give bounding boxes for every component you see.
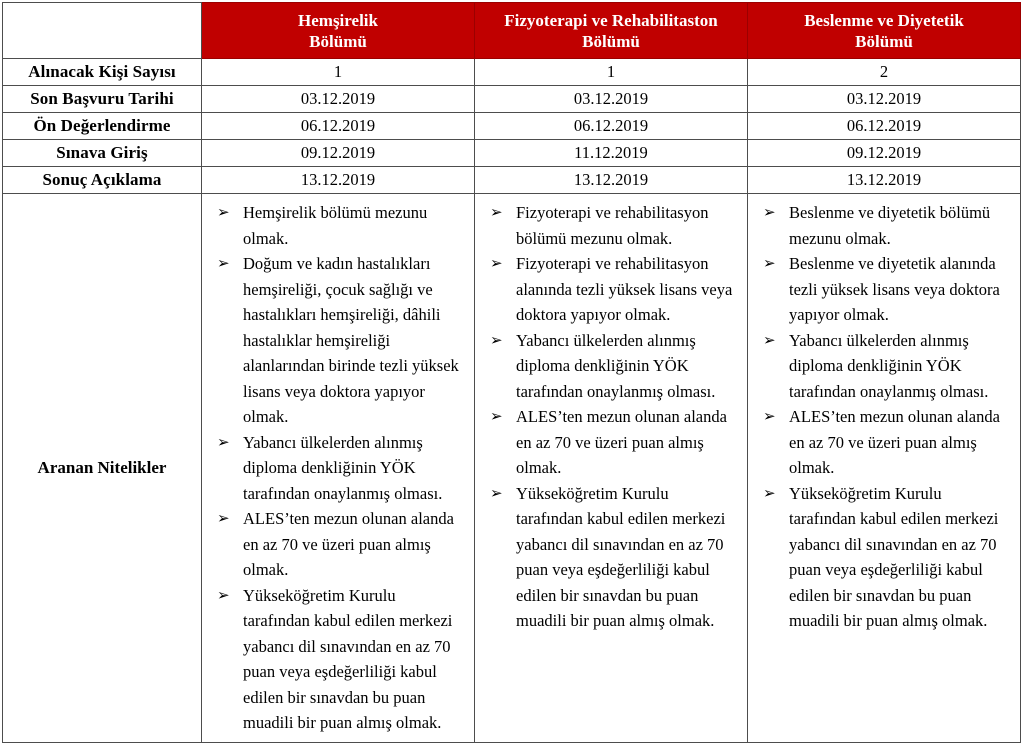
list-item <box>756 200 1012 251</box>
list-item-text: Doğum ve kadın hastalıkları hemşireliği, çocuk sağlığı ve hastalıkları hemşireliği, dâhili hastalıklar hemşireliği alanlarından birinde tezli yüksek lisans veya doktora yapıyor olmak. <box>243 254 459 426</box>
list-item <box>210 430 466 507</box>
cell-alinacak-kisi-sayisi-beslenme: 2 <box>748 59 1021 86</box>
table-row <box>3 86 1021 113</box>
cell-son-basvuru-tarihi-fizyoterapi: 03.12.2019 <box>475 86 748 113</box>
arrow-bullet-icon: ➢ <box>490 203 503 221</box>
cell-qualifications-hemsirelik <box>202 194 475 743</box>
arrow-bullet-icon: ➢ <box>217 203 230 221</box>
header-department-beslenme-line2: Bölümü <box>855 31 913 51</box>
list-item-text: Beslenme ve diyetetik bölümü mezunu olmak. <box>789 203 991 248</box>
arrow-bullet-icon: ➢ <box>490 254 503 272</box>
list-item <box>756 251 1012 328</box>
cell-sonuc-aciklama-beslenme: 13.12.2019 <box>748 167 1021 194</box>
cell-on-degerlendirme-hemsirelik: 06.12.2019 <box>202 113 475 140</box>
header-department-hemsirelik-line2: Bölümü <box>309 31 367 51</box>
list-item <box>210 506 466 583</box>
cell-son-basvuru-tarihi-hemsirelik: 03.12.2019 <box>202 86 475 113</box>
list-item <box>483 328 739 405</box>
cell-sinava-giris-beslenme: 09.12.2019 <box>748 140 1021 167</box>
cell-sonuc-aciklama-hemsirelik: 13.12.2019 <box>202 167 475 194</box>
cell-sinava-giris-fizyoterapi: 11.12.2019 <box>475 140 748 167</box>
row-label-sonuc-aciklama: Sonuç Açıklama <box>3 167 202 194</box>
arrow-bullet-icon: ➢ <box>763 407 776 425</box>
cell-sinava-giris-hemsirelik: 09.12.2019 <box>202 140 475 167</box>
header-department-fizyoterapi-line2: Bölümü <box>582 31 640 51</box>
row-label-aranan-nitelikler: Aranan Nitelikler <box>3 194 202 743</box>
arrow-bullet-icon: ➢ <box>763 330 776 349</box>
arrow-bullet-icon: ➢ <box>763 483 776 502</box>
qualifications-list-fizyoterapi <box>479 200 741 634</box>
list-item <box>756 481 1012 634</box>
table-row-qualifications <box>3 194 1021 743</box>
list-item-text: ALES’ten mezun olunan alanda en az 70 ve üzeri puan almış olmak. <box>789 407 1000 477</box>
row-label-son-basvuru-tarihi: Son Başvuru Tarihi <box>3 86 202 113</box>
header-department-hemsirelik <box>202 3 475 59</box>
header-department-beslenme <box>748 3 1021 59</box>
recruitment-requirements-table <box>2 2 1021 743</box>
list-item-text: Beslenme ve diyetetik alanında tezli yüksek lisans veya doktora yapıyor olmak. <box>789 254 1000 324</box>
list-item-text: Fizyoterapi ve rehabilitasyon alanında tezli yüksek lisans veya doktora yapıyor olmak. <box>516 254 733 324</box>
header-corner-cell <box>3 3 202 59</box>
table-header <box>3 3 1021 59</box>
row-label-on-degerlendirme: Ön Değerlendirme <box>3 113 202 140</box>
list-item <box>756 404 1012 481</box>
list-item <box>756 328 1012 405</box>
table-header-row <box>3 3 1021 59</box>
arrow-bullet-icon: ➢ <box>217 254 230 272</box>
list-item-text: ALES’ten mezun olunan alanda en az 70 ve üzeri puan almış olmak. <box>516 407 727 477</box>
list-item-text: Yükseköğretim Kurulu tarafından kabul edilen merkezi yabancı dil sınavından en az 70 puan veya eşdeğerliliği kabul edilen bir sınavdan bu puan muadili bir puan almış olmak. <box>243 585 453 732</box>
table-row <box>3 59 1021 86</box>
cell-on-degerlendirme-beslenme: 06.12.2019 <box>748 113 1021 140</box>
header-department-beslenme-line1: Beslenme ve Diyetetik <box>804 10 964 30</box>
list-item-text: Yabancı ülkelerden alınmış diploma denkliğinin YÖK tarafından onaylanmış olması. <box>789 330 989 401</box>
cell-qualifications-beslenme <box>748 194 1021 743</box>
list-item-text: Hemşirelik bölümü mezunu olmak. <box>243 203 428 248</box>
list-item-text: Yabancı ülkelerden alınmış diploma denkliğinin YÖK tarafından onaylanmış olması. <box>516 330 716 401</box>
table-row <box>3 140 1021 167</box>
arrow-bullet-icon: ➢ <box>490 330 503 349</box>
table-row <box>3 167 1021 194</box>
list-item-text: Fizyoterapi ve rehabilitasyon bölümü mezunu olmak. <box>516 203 709 248</box>
arrow-bullet-icon: ➢ <box>217 509 230 527</box>
arrow-bullet-icon: ➢ <box>763 254 776 272</box>
header-department-fizyoterapi-line1: Fizyoterapi ve Rehabilitaston <box>504 10 718 30</box>
arrow-bullet-icon: ➢ <box>490 483 503 502</box>
list-item <box>210 200 466 251</box>
cell-on-degerlendirme-fizyoterapi: 06.12.2019 <box>475 113 748 140</box>
arrow-bullet-icon: ➢ <box>763 203 776 221</box>
cell-qualifications-fizyoterapi <box>475 194 748 743</box>
list-item-text: Yükseköğretim Kurulu tarafından kabul edilen merkezi yabancı dil sınavından en az 70 puan veya eşdeğerliliği kabul edilen bir sınavdan bu puan muadili bir puan almış olmak. <box>789 483 999 630</box>
arrow-bullet-icon: ➢ <box>490 407 503 425</box>
list-item <box>483 404 739 481</box>
header-department-hemsirelik-line1: Hemşirelik <box>298 10 378 30</box>
list-item <box>210 583 466 736</box>
list-item <box>483 251 739 328</box>
cell-alinacak-kisi-sayisi-fizyoterapi: 1 <box>475 59 748 86</box>
table-body <box>3 59 1021 743</box>
cell-sonuc-aciklama-fizyoterapi: 13.12.2019 <box>475 167 748 194</box>
row-label-sinava-giris: Sınava Giriş <box>3 140 202 167</box>
qualifications-list-beslenme <box>752 200 1014 634</box>
arrow-bullet-icon: ➢ <box>217 432 230 451</box>
list-item-text: Yabancı ülkelerden alınmış diploma denkliğinin YÖK tarafından onaylanmış olması. <box>243 432 443 503</box>
list-item-text: Yükseköğretim Kurulu tarafından kabul edilen merkezi yabancı dil sınavından en az 70 puan veya eşdeğerliliği kabul edilen bir sınavdan bu puan muadili bir puan almış olmak. <box>516 483 726 630</box>
list-item <box>483 481 739 634</box>
header-department-fizyoterapi <box>475 3 748 59</box>
list-item <box>483 200 739 251</box>
cell-alinacak-kisi-sayisi-hemsirelik: 1 <box>202 59 475 86</box>
row-label-alinacak-kisi-sayisi: Alınacak Kişi Sayısı <box>3 59 202 86</box>
list-item-text: ALES’ten mezun olunan alanda en az 70 ve üzeri puan almış olmak. <box>243 509 454 579</box>
qualifications-list-hemsirelik <box>206 200 468 736</box>
table-row <box>3 113 1021 140</box>
list-item <box>210 251 466 430</box>
arrow-bullet-icon: ➢ <box>217 585 230 604</box>
cell-son-basvuru-tarihi-beslenme: 03.12.2019 <box>748 86 1021 113</box>
